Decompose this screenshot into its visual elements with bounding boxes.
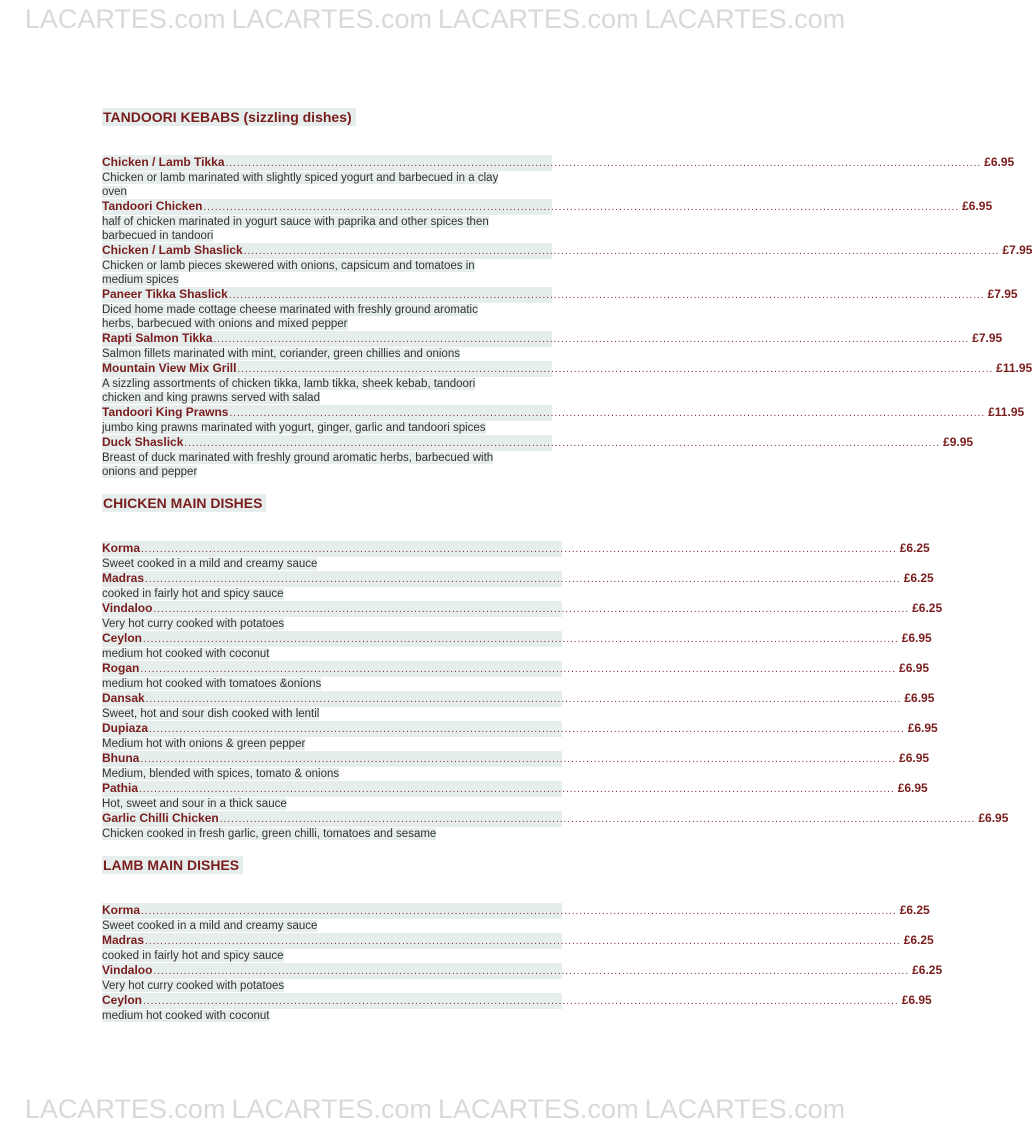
- dish-description: [102, 827, 512, 841]
- dot-leader: ........................................................................................................................................................................................................: [229, 408, 986, 419]
- dish-price: £6.25: [903, 571, 934, 585]
- dish-description: [102, 377, 512, 405]
- dish-price: £6.95: [962, 199, 993, 213]
- dot-leader: ........................................................................................................................................................................................................: [203, 202, 960, 213]
- menu-item: [102, 331, 1003, 361]
- dish-name: Dansak: [102, 691, 145, 705]
- dot-leader: ........................................................................................................................................................................................................: [213, 334, 970, 345]
- dish-price: £11.95: [996, 361, 1032, 375]
- dish-description: [102, 451, 512, 479]
- menu-content: [102, 108, 1032, 1038]
- dish-name: Rogan: [102, 661, 140, 675]
- dot-leader: ........................................................................................................................................................................................................: [145, 574, 901, 585]
- menu-item: [102, 541, 930, 571]
- menu-item-header: [102, 287, 1018, 303]
- dish-description: [102, 767, 512, 781]
- menu-item: [102, 963, 943, 993]
- dot-leader: ........................................................................................................................................................................................................: [140, 754, 897, 765]
- dish-description-text: Sweet, hot and sour dish cooked with lentil: [102, 708, 320, 720]
- dish-price: £11.95: [988, 405, 1025, 419]
- menu-item: [102, 287, 1018, 331]
- dot-leader: ........................................................................................................................................................................................................: [149, 724, 905, 735]
- dish-description-text: Very hot curry cooked with potatoes: [102, 980, 285, 992]
- dish-description: [102, 303, 512, 331]
- dish-name: Paneer Tikka Shaslick: [102, 287, 228, 301]
- dish-price: £6.95: [897, 781, 928, 795]
- menu-item-header: [102, 721, 938, 737]
- dish-description-text: A sizzling assortments of chicken tikka, lamb tikka, sheek kebab, tandoori chicken and king prawns served with salad: [102, 378, 476, 404]
- dish-name: Tandoori Chicken: [102, 199, 203, 213]
- dot-leader: ........................................................................................................................................................................................................: [237, 364, 994, 375]
- dish-name: Madras: [102, 571, 145, 585]
- dish-price: £6.25: [912, 963, 943, 977]
- dish-description: [102, 707, 512, 721]
- item-list: [102, 155, 1032, 479]
- dot-leader: ........................................................................................................................................................................................................: [141, 544, 897, 555]
- dish-price: £6.95: [978, 811, 1009, 825]
- dish-description-text: half of chicken marinated in yogurt sauce with paprika and other spices then barbecued in tandoori: [102, 216, 489, 242]
- menu-item-header: [102, 811, 1009, 827]
- menu-item: [102, 933, 934, 963]
- menu-item-header: [102, 993, 932, 1009]
- dish-description-text: Sweet cooked in a mild and creamy sauce: [102, 558, 318, 570]
- dish-name: Vindaloo: [102, 601, 153, 615]
- dish-price: £6.95: [899, 751, 930, 765]
- dish-description-text: cooked in fairly hot and spicy sauce: [102, 588, 284, 600]
- dot-leader: ........................................................................................................................................................................................................: [140, 664, 897, 675]
- dish-name: Korma: [102, 903, 141, 917]
- dish-description-text: Medium, blended with spices, tomato & onions: [102, 768, 340, 780]
- menu-item: [102, 903, 930, 933]
- dish-name: Tandoori King Prawns: [102, 405, 229, 419]
- dot-leader: ........................................................................................................................................................................................................: [184, 438, 941, 449]
- dish-description-text: Breast of duck marinated with freshly ground aromatic herbs, barbecued with onions and pepper: [102, 452, 494, 478]
- dish-description-text: medium hot cooked with coconut: [102, 1010, 270, 1022]
- dot-leader: ........................................................................................................................................................................................................: [141, 906, 897, 917]
- dish-description-text: Salmon fillets marinated with mint, coriander, green chillies and onions: [102, 348, 460, 360]
- dish-name: Ceylon: [102, 631, 143, 645]
- dish-description-text: medium hot cooked with tomatoes &onions: [102, 678, 322, 690]
- watermark-text: LACARTES.com: [644, 4, 846, 34]
- dish-description-text: cooked in fairly hot and spicy sauce: [102, 950, 284, 962]
- dish-description: [102, 347, 512, 361]
- menu-item: [102, 155, 1015, 199]
- section-lamb-main-dishes: [102, 856, 943, 1023]
- section-title: TANDOORI KEBABS (sizzling dishes): [102, 108, 356, 126]
- section-tandoori-kebabs: [102, 108, 1032, 479]
- dish-description-text: jumbo king prawns marinated with yogurt, ginger, garlic and tandoori spices: [102, 422, 486, 434]
- menu-item-header: [102, 155, 1015, 171]
- menu-item-header: [102, 751, 930, 767]
- dot-leader: ........................................................................................................................................................................................................: [228, 290, 985, 301]
- dot-leader: ........................................................................................................................................................................................................: [145, 936, 901, 947]
- dish-price: £6.95: [899, 661, 930, 675]
- dish-name: Chicken / Lamb Tikka: [102, 155, 225, 169]
- dish-description-text: Medium hot with onions & green pepper: [102, 738, 306, 750]
- menu-item-header: [102, 405, 1025, 421]
- watermark-text: LACARTES.com: [231, 1094, 432, 1124]
- menu-item: [102, 993, 932, 1023]
- dish-description-text: Chicken or lamb pieces skewered with onions, capsicum and tomatoes in medium spices: [102, 260, 475, 286]
- menu-item-header: [102, 435, 974, 451]
- dish-description: [102, 677, 512, 691]
- menu-item: [102, 243, 1032, 287]
- menu-item: [102, 405, 1025, 435]
- menu-item: [102, 781, 928, 811]
- dish-price: £6.25: [899, 903, 930, 917]
- menu-item-header: [102, 541, 930, 557]
- section-title: LAMB MAIN DISHES: [102, 856, 243, 874]
- dish-description: [102, 737, 512, 751]
- dish-price: £7.95: [1002, 243, 1032, 257]
- dish-description-text: Sweet cooked in a mild and creamy sauce: [102, 920, 318, 932]
- dish-description-text: medium hot cooked with coconut: [102, 648, 270, 660]
- dot-leader: ........................................................................................................................................................................................................: [219, 814, 976, 825]
- dish-name: Dupiaza: [102, 721, 149, 735]
- dish-price: £6.95: [901, 993, 932, 1007]
- menu-item: [102, 691, 935, 721]
- dish-name: Madras: [102, 933, 145, 947]
- menu-item-header: [102, 661, 930, 677]
- dish-name: Duck Shaslick: [102, 435, 184, 449]
- dish-price: £7.95: [987, 287, 1018, 301]
- dish-description: [102, 421, 512, 435]
- item-list: [102, 903, 943, 1023]
- watermark-text: LACARTES.com: [438, 1094, 639, 1124]
- dish-name: Mountain View Mix Grill: [102, 361, 237, 375]
- dish-price: £6.95: [904, 691, 935, 705]
- section-chicken-main-dishes: [102, 494, 1009, 841]
- dish-description: [102, 1009, 512, 1023]
- menu-item-header: [102, 631, 932, 647]
- watermark-text: LACARTES.com: [24, 4, 226, 34]
- menu-item: [102, 631, 932, 661]
- menu-item: [102, 601, 943, 631]
- watermark-text: LACARTES.com: [644, 1094, 846, 1124]
- dish-name: Garlic Chilli Chicken: [102, 811, 219, 825]
- menu-item: [102, 751, 930, 781]
- dish-price: £6.95: [907, 721, 938, 735]
- dish-description: [102, 171, 512, 199]
- watermark-text: LACARTES.com: [231, 4, 432, 34]
- menu-item: [102, 435, 974, 479]
- dish-description: [102, 647, 512, 661]
- dish-price: £6.95: [984, 155, 1015, 169]
- watermark-top: [0, 4, 870, 34]
- menu-item-header: [102, 331, 1003, 347]
- dot-leader: ........................................................................................................................................................................................................: [153, 604, 910, 615]
- dish-description-text: Diced home made cottage cheese marinated with freshly ground aromatic herbs, barbecued with onions and mixed pepper: [102, 304, 478, 330]
- menu-item-header: [102, 243, 1032, 259]
- dish-name: Ceylon: [102, 993, 143, 1007]
- dish-name: Pathia: [102, 781, 139, 795]
- menu-item-header: [102, 963, 943, 979]
- menu-item-header: [102, 903, 930, 919]
- dish-description: [102, 919, 512, 933]
- dish-price: £7.95: [972, 331, 1003, 345]
- dish-description-text: Very hot curry cooked with potatoes: [102, 618, 285, 630]
- dish-name: Bhuna: [102, 751, 140, 765]
- dish-description: [102, 557, 512, 571]
- dish-description: [102, 797, 512, 811]
- dish-description-text: Hot, sweet and sour in a thick sauce: [102, 798, 287, 810]
- dish-price: £6.25: [912, 601, 943, 615]
- item-list: [102, 541, 1009, 841]
- dish-description: [102, 979, 512, 993]
- menu-item: [102, 721, 938, 751]
- menu-item-header: [102, 571, 934, 587]
- menu-item: [102, 571, 934, 601]
- dish-name: Korma: [102, 541, 141, 555]
- menu-item-header: [102, 361, 1032, 377]
- dish-description-text: Chicken cooked in fresh garlic, green chilli, tomatoes and sesame: [102, 828, 437, 840]
- menu-item-header: [102, 601, 943, 617]
- dish-description: [102, 587, 512, 601]
- dish-price: £6.95: [901, 631, 932, 645]
- dish-price: £9.95: [943, 435, 974, 449]
- menu-item-header: [102, 691, 935, 707]
- menu-item-header: [102, 781, 928, 797]
- dish-name: Vindaloo: [102, 963, 153, 977]
- dot-leader: ........................................................................................................................................................................................................: [143, 634, 899, 645]
- dish-description-text: Chicken or lamb marinated with slightly spiced yogurt and barbecued in a clay oven: [102, 172, 499, 198]
- menu-item: [102, 661, 930, 691]
- dish-description: [102, 949, 512, 963]
- dish-name: Rapti Salmon Tikka: [102, 331, 213, 345]
- dot-leader: ........................................................................................................................................................................................................: [143, 996, 899, 1007]
- dish-description: [102, 617, 512, 631]
- menu-item-header: [102, 933, 934, 949]
- dish-price: £6.25: [903, 933, 934, 947]
- dish-description: [102, 259, 512, 287]
- dot-leader: ........................................................................................................................................................................................................: [225, 158, 982, 169]
- menu-item: [102, 811, 1009, 841]
- dish-name: Chicken / Lamb Shaslick: [102, 243, 243, 257]
- dot-leader: ........................................................................................................................................................................................................: [145, 694, 902, 705]
- section-title: CHICKEN MAIN DISHES: [102, 494, 266, 512]
- menu-item: [102, 199, 993, 243]
- watermark-bottom: [0, 1094, 870, 1124]
- dot-leader: ........................................................................................................................................................................................................: [139, 784, 895, 795]
- dish-description: [102, 215, 512, 243]
- menu-item: [102, 361, 1032, 405]
- watermark-text: LACARTES.com: [438, 4, 639, 34]
- dot-leader: ........................................................................................................................................................................................................: [243, 246, 1000, 257]
- watermark-text: LACARTES.com: [24, 1094, 226, 1124]
- dish-price: £6.25: [899, 541, 930, 555]
- menu-item-header: [102, 199, 993, 215]
- dot-leader: ........................................................................................................................................................................................................: [153, 966, 910, 977]
